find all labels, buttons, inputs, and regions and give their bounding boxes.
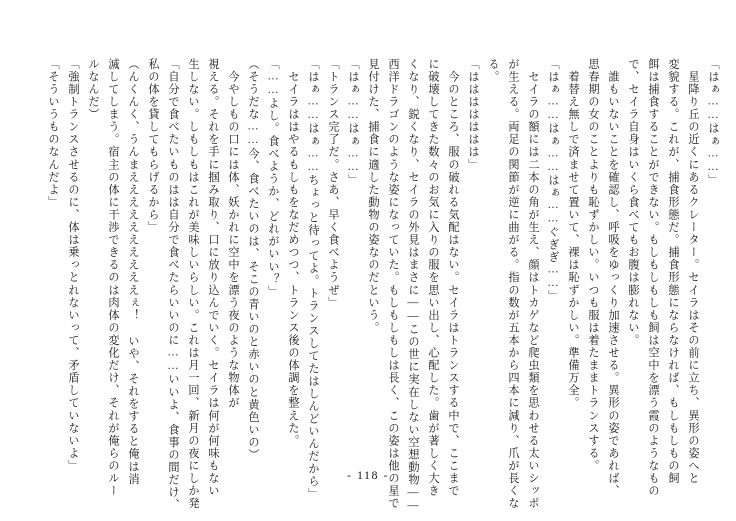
text-line: 今のところ、服の破れる気配はない。セイラはトランスする中で、ここまで: [447, 58, 459, 498]
text-line: る。: [487, 58, 499, 84]
text-line: で、セイラ自身はいくら食べてもお腹は膨れない。: [627, 58, 639, 347]
text-line: 「はぁ……はぁ……」: [707, 58, 719, 187]
text-line: 「そういうものなんだよ」: [47, 58, 59, 209]
text-line: 見付けた、捕食に適した動物の姿なのだという。: [367, 58, 379, 335]
text-line: セイラははやるもしもをなだめつつ、トランス後の体調を整えた。: [287, 58, 299, 448]
text-line: 「はぁ……はぁ……ちょっと待ってよ。トランスしてたはしんどいんだから」: [307, 58, 319, 501]
text-line: 視える。それを手に掴み取り、口に放り込んでいく。セイラは何が何味もない: [207, 58, 219, 498]
text-line: に破壊してきた数々のお気に入りの服を思い出し、心配した。歯が著しく大き: [427, 58, 439, 498]
text-line: （そうだな……今、食べたいのは、そこの青いのと赤いのと黄色いの）: [247, 58, 259, 462]
page-number: - 118 -: [346, 468, 390, 482]
text-line: 滅してしまう。宿主の体に干渉できるのは肉体の変化だけ、それが俺らのルー: [107, 58, 119, 498]
text-line: 「トランス完了だ。さあ、早く食べようぜ」: [327, 58, 339, 309]
text-line: くなり、鋭くなり、セイラの外見はまさに——この世に実在しない空想動物——: [407, 58, 419, 513]
text-line: 「はぁ……はぁ……はぁ……ぐぎぎ……」: [547, 58, 559, 303]
text-line: が生える。両足の関節が逆に曲がる。指の数が五本から四本に減り、爪が長くな: [507, 58, 519, 510]
text-line: 「ははははははは」: [467, 58, 479, 171]
text-line: 「はぁ……はぁ……」: [347, 58, 359, 187]
text-line: 「自分で食べたいものはは自分で食べたらいいのに……いいよ、食事の間だけ、: [167, 58, 179, 512]
text-line: 生しない。しもしもはこれが美味しいらしい。これは月一回、新月の夜にしか発: [187, 58, 199, 510]
text-line: 着替え無しで済ませて置いて、裸は恥ずかしい。準備万全。: [567, 58, 579, 410]
text-line: 西洋ドラゴンのような姿になっていた。もしもしもしは長く、この姿は他の星で: [387, 58, 399, 510]
text-line: 思春期の女のことよりも恥ずかしい。いつも服は着たままトランスする。: [587, 58, 599, 473]
text-line: 今やしもの口には体、妖かれに空中を漂う夜のような物体が: [227, 58, 239, 410]
text-line: 私の体を貸してもらげるから」: [147, 58, 159, 234]
text-line: 「……よし。食べようか、どれがいい？」: [267, 58, 279, 299]
text-line: 誰もいないことを確認し、呼吸をゆっくり加速させる。異形の姿であれば、: [607, 58, 619, 498]
text-line: セイラの額には二本の角が生え、顔はトカゲなど爬虫類を思わせる太いシッポ: [527, 58, 539, 510]
text-line: ルなんだ）: [87, 58, 99, 121]
text-line: （んくんく、うんまええええええええええぇ！ いや、それをすると俺は消: [127, 58, 139, 486]
text-line: 「強制トランスさせるのに、体は乗っとれないって、矛盾していないよ」: [67, 58, 79, 473]
text-line: 星降り丘の近くにあるクレーター。セイラはその前に立ち、異形の姿へと: [687, 58, 699, 485]
text-line: 変貌する。これが、捕食形態だ。捕食形態にならなければ、もしもしもの飼: [667, 58, 679, 485]
text-line: 餌は捕食することができない。もしもしもしも飼は空中を漂う霞のようなもの: [647, 58, 659, 498]
